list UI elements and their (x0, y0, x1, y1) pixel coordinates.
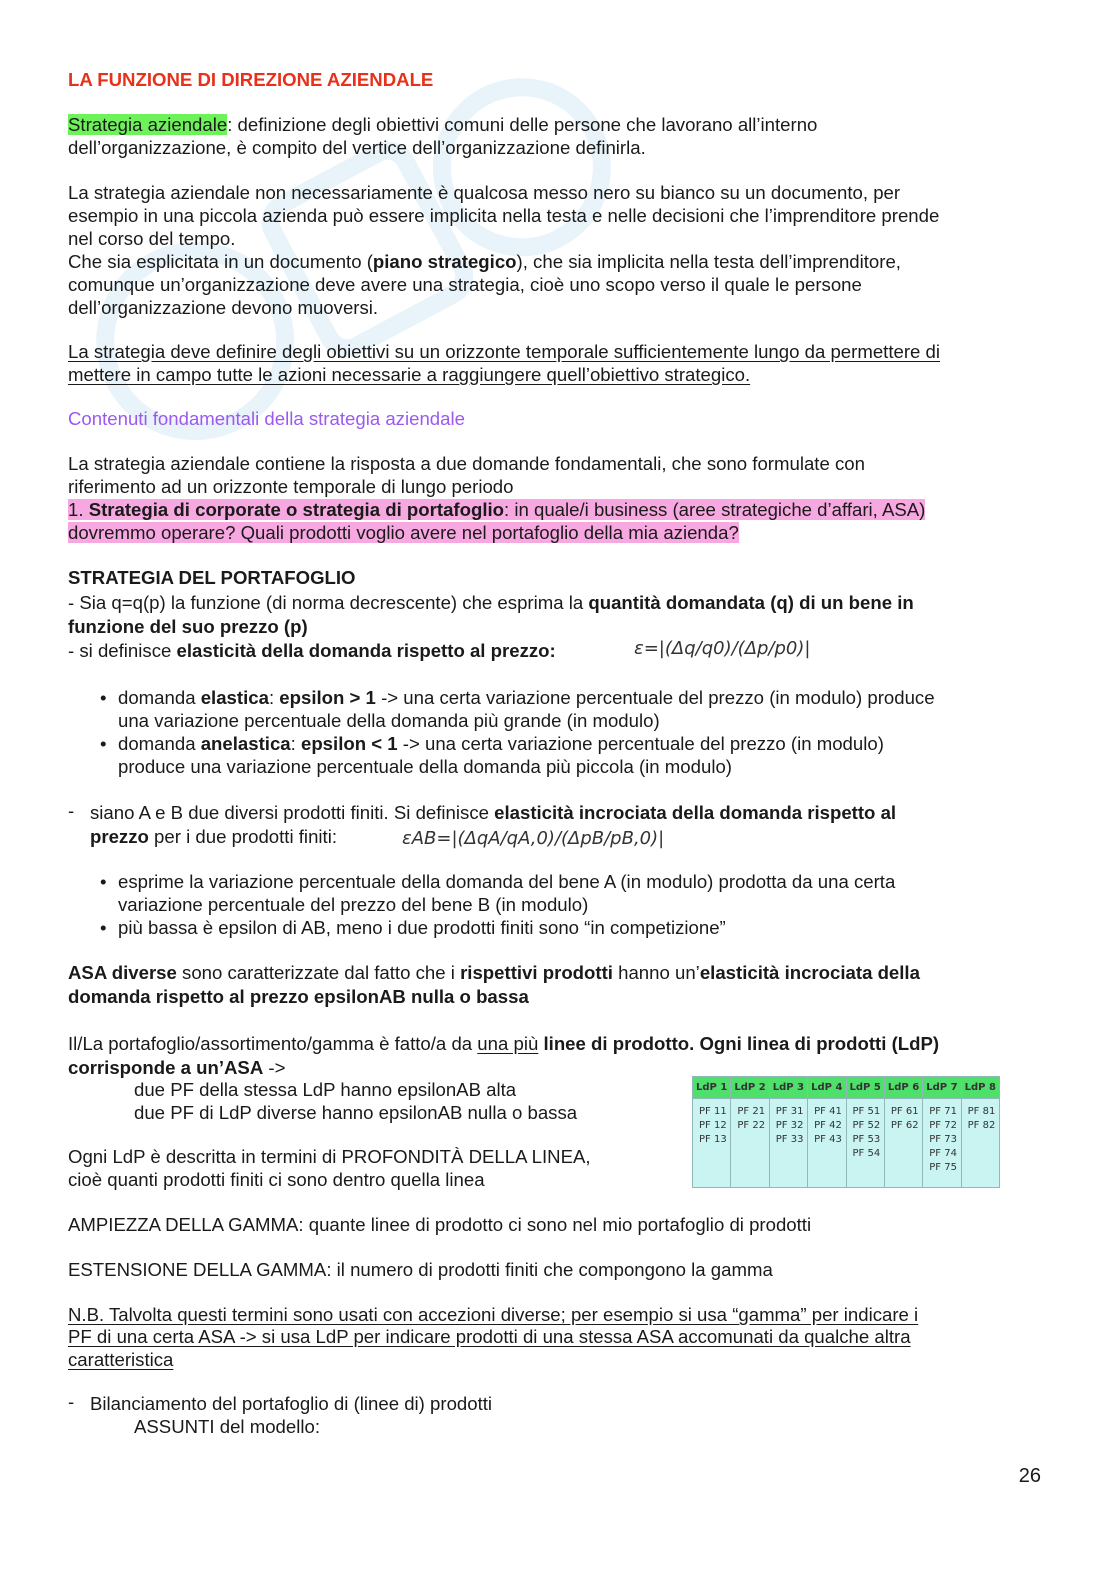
note-line: N.B. Talvolta questi termini sono usati con accezioni diverse; per esempio si usa “gamma” per indicare i (68, 1304, 919, 1325)
page-title: LA FUNZIONE DI DIREZIONE AZIENDALE (68, 69, 434, 90)
finished-product-cell: PF 75 (929, 1162, 957, 1173)
definition-line-2: dell’organizzazione, è compito del vertice dell’organizzazione definirla. (68, 137, 646, 158)
finished-product-cell: PF 74 (929, 1148, 957, 1159)
underlined-line: mettere in campo tutte le azioni necessarie a raggiungere quell’obiettivo strategico. (68, 364, 751, 385)
paragraph-line: Il/La portafoglio/assortimento/gamma è fatto/a da una più linee di prodotto. Ogni linea di prodotti (LdP) (68, 1033, 940, 1054)
finished-product-cell: PF 62 (890, 1120, 919, 1131)
paragraph-line: Bilanciamento del portafoglio di (linee di) prodotti (90, 1393, 493, 1414)
product-lines-table (692, 1076, 1000, 1188)
paragraph-line: comunque un’organizzazione deve avere una strategia, cioè uno scopo verso il quale le persone (68, 274, 862, 295)
note-line: caratteristica (68, 1349, 174, 1370)
paragraph-line: esempio in una piccola azienda può essere implicita nella testa e nelle decisioni che l’imprenditore prende (68, 205, 940, 226)
definition-line-1: Strategia aziendale: definizione degli obiettivi comuni delle persone che lavorano all’interno (68, 114, 818, 135)
finished-product-cell: PF 72 (929, 1120, 957, 1131)
product-line-column (731, 1077, 769, 1187)
product-line-header: LdP 5 (847, 1077, 884, 1099)
product-line-column (808, 1077, 846, 1187)
finished-product-cell: PF 12 (699, 1120, 727, 1131)
paragraph-line: dell’organizzazione devono muoversi. (68, 297, 379, 318)
finished-product-cell: PF 73 (929, 1134, 957, 1145)
paragraph-line: La strategia aziendale non necessariamente è qualcosa messo nero su bianco su un documento, per (68, 182, 901, 203)
page-number: 26 (1018, 1465, 1041, 1487)
highlighted-question: dovremmo operare? Quali prodotti voglio avere nel portafoglio della mia azienda? (68, 522, 739, 543)
finished-product-cell: PF 42 (814, 1120, 842, 1131)
product-line-header: LdP 7 (923, 1077, 960, 1099)
product-line-column (693, 1077, 731, 1187)
finished-product-cell: PF 31 (775, 1106, 804, 1117)
elasticity-formula: ε=|(Δq/q0)/(Δp/p0)| (634, 638, 811, 659)
bullet-item: domanda elastica: epsilon > 1 -> una certa variazione percentuale del prezzo (in modulo) produce una variazione percentuale della domanda più grande (in modulo) (118, 687, 935, 731)
dash-marker: - (68, 800, 75, 821)
product-line-header: LdP 2 (731, 1077, 768, 1099)
finished-product-cell: PF 21 (737, 1106, 766, 1117)
cross-elasticity-formula: εAB=|(ΔqA/qA,0)/(ΔpB/pB,0)| (402, 828, 665, 849)
paragraph-line: La strategia aziendale contiene la risposta a due domande fondamentali, che sono formulate con (68, 453, 865, 474)
estensione-definition: ESTENSIONE DELLA GAMMA: il numero di prodotti finiti che compongono la gamma (68, 1259, 773, 1280)
paragraph-line: Ogni LdP è descritta in termini di PROFONDITÀ DELLA LINEA, (68, 1146, 591, 1167)
paragraph-line: prezzo per i due prodotti finiti: (90, 826, 337, 847)
finished-product-cell: PF 54 (852, 1148, 881, 1159)
finished-product-cell: PF 52 (852, 1120, 881, 1131)
finished-product-cell: PF 51 (852, 1106, 881, 1117)
bullet-item: domanda anelastica: epsilon < 1 -> una certa variazione percentuale del prezzo (in modulo) produce una variazione percentuale della domanda più piccola (in modulo) (118, 733, 884, 777)
finished-product-cell: PF 13 (699, 1134, 727, 1145)
note-line: PF di una certa ASA -> si usa LdP per indicare prodotti di una stessa ASA accomunati da qualche altra (68, 1326, 911, 1347)
product-line-header: LdP 6 (885, 1077, 922, 1099)
product-line-header: LdP 1 (693, 1077, 730, 1099)
product-line-header: LdP 8 (962, 1077, 999, 1099)
paragraph-line: riferimento ad un orizzonte temporale di lungo periodo (68, 476, 514, 497)
product-line-header: LdP 3 (770, 1077, 807, 1099)
bullet-dot: • (100, 871, 107, 892)
finished-product-cell: PF 33 (775, 1134, 804, 1145)
indented-line: due PF di LdP diverse hanno epsilonAB nulla o bassa (134, 1102, 578, 1123)
section-subtitle: Contenuti fondamentali della strategia aziendale (68, 408, 465, 429)
indented-line: due PF della stessa LdP hanno epsilonAB alta (134, 1079, 517, 1100)
highlight-term: Strategia aziendale (68, 114, 228, 135)
product-line-column (962, 1077, 999, 1187)
dash-marker: - (68, 1391, 75, 1412)
bullet-dot: • (100, 687, 107, 708)
paragraph-line: nel corso del tempo. (68, 228, 236, 249)
finished-product-cell: PF 61 (890, 1106, 919, 1117)
paragraph-line: ASA diverse sono caratterizzate dal fatto che i rispettivi prodotti hanno un’elasticità incrociata della (68, 962, 920, 983)
paragraph-line: cioè quanti prodotti finiti ci sono dentro quella linea (68, 1169, 485, 1190)
product-line-column (923, 1077, 961, 1187)
finished-product-cell: PF 82 (967, 1120, 996, 1131)
indented-line: ASSUNTI del modello: (134, 1416, 321, 1437)
finished-product-cell: PF 53 (852, 1134, 881, 1145)
finished-product-cell: PF 81 (967, 1106, 996, 1117)
bullet-dot: • (100, 917, 107, 938)
finished-product-cell: PF 43 (814, 1134, 842, 1145)
paragraph-line: domanda rispetto al prezzo epsilonAB nulla o bassa (68, 986, 529, 1007)
highlighted-question: 1. Strategia di corporate o strategia di portafoglio: in quale/i business (aree strategiche d’affari, ASA) (68, 499, 926, 520)
bullet-dot: • (100, 733, 107, 754)
product-line-column (847, 1077, 885, 1187)
finished-product-cell: PF 41 (814, 1106, 842, 1117)
paragraph-line: corrisponde a un’ASA -> (68, 1057, 286, 1078)
paragraph-line: - Sia q=q(p) la funzione (di norma decrescente) che esprima la quantità domandata (q) di un bene in (68, 592, 914, 613)
paragraph-line: - si definisce elasticità della domanda rispetto al prezzo: (68, 640, 556, 661)
product-line-header: LdP 4 (808, 1077, 845, 1099)
product-line-column (885, 1077, 923, 1187)
section-heading: STRATEGIA DEL PORTAFOGLIO (68, 567, 356, 588)
bullet-item: esprime la variazione percentuale della domanda del bene A (in modulo) prodotta da una certa variazione percentuale del prezzo del bene B (in modulo) (118, 871, 896, 915)
product-line-column (770, 1077, 808, 1187)
paragraph-line: siano A e B due diversi prodotti finiti. Si definisce elasticità incrociata della domanda rispetto al (90, 802, 897, 823)
finished-product-cell: PF 71 (929, 1106, 957, 1117)
finished-product-cell: PF 32 (775, 1120, 804, 1131)
underlined-line: La strategia deve definire degli obiettivi su un orizzonte temporale sufficientemente lungo da permettere di (68, 341, 941, 362)
finished-product-cell: PF 22 (737, 1120, 766, 1131)
ampiezza-definition: AMPIEZZA DELLA GAMMA: quante linee di prodotto ci sono nel mio portafoglio di prodotti (68, 1214, 812, 1235)
paragraph-line: Che sia esplicitata in un documento (piano strategico), che sia implicita nella testa dell’imprenditore, (68, 251, 901, 272)
finished-product-cell: PF 11 (699, 1106, 727, 1117)
bullet-item: più bassa è epsilon di AB, meno i due prodotti finiti sono “in competizione” (118, 917, 726, 938)
paragraph-line: funzione del suo prezzo (p) (68, 616, 308, 637)
